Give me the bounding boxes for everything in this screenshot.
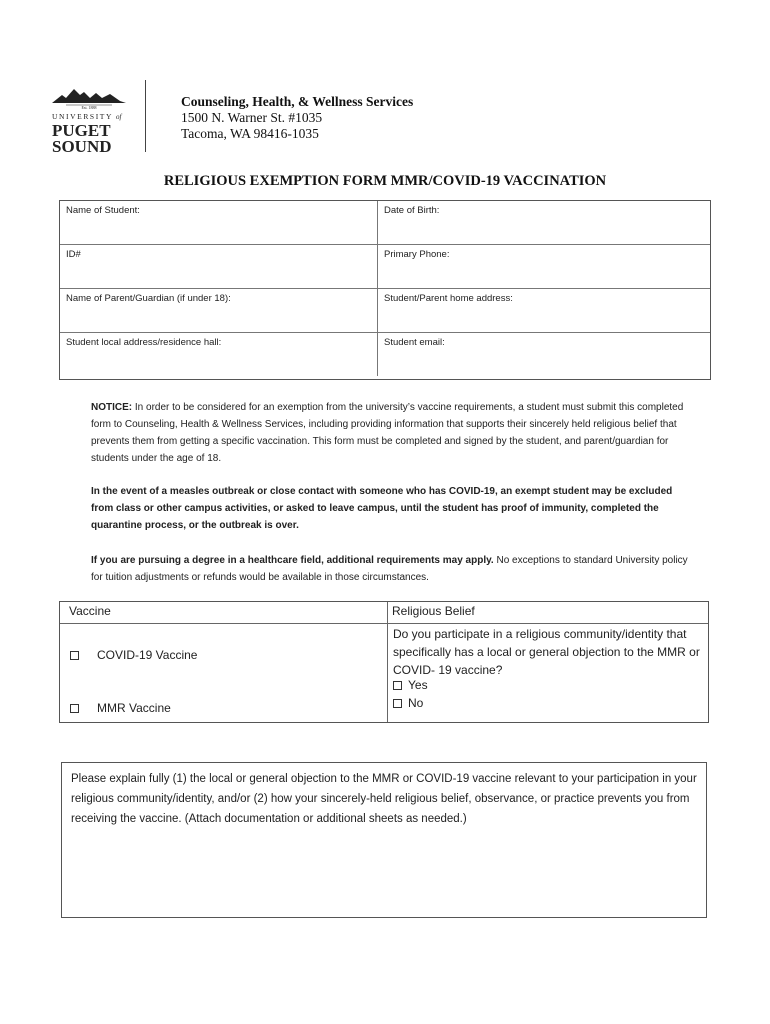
mmr-vaccine-checkbox[interactable] — [70, 704, 79, 713]
vaccine-column-header: Vaccine — [69, 604, 111, 618]
column-divider — [387, 602, 388, 722]
mmr-vaccine-option[interactable] — [70, 701, 171, 715]
mmr-vaccine-label: MMR Vaccine — [97, 701, 171, 715]
explanation-box[interactable] — [61, 762, 707, 918]
local-address-field[interactable]: Student local address/residence hall: — [60, 333, 378, 376]
notice-label: NOTICE: — [91, 402, 133, 413]
address-line-2: Tacoma, WA 98416-1035 — [181, 126, 319, 141]
logo-university: UNIVERSITY — [52, 112, 113, 121]
explanation-prompt: Please explain fully (1) the local or general objection to the MMR or COVID-19 vaccine relevant to your participation in your religious community/identity, and/or (2) how your sincerely-held religious belief, observance, or practice prevents you from receiving the vaccine. (Attach documentation or additional sheets as needed.) — [71, 773, 697, 825]
logo-est: Est. 1888 — [81, 105, 97, 110]
logo-of: of — [116, 113, 122, 121]
religious-belief-column-header: Religious Belief — [392, 604, 475, 618]
no-checkbox[interactable] — [393, 699, 402, 708]
healthcare-paragraph — [91, 552, 691, 586]
logo-sound: SOUND — [52, 137, 112, 154]
notice-paragraph — [91, 399, 691, 467]
header-divider — [145, 80, 146, 152]
address-line-1: 1500 N. Warner St. #1035 — [181, 110, 323, 125]
yes-option[interactable] — [393, 678, 428, 692]
no-label: No — [408, 696, 424, 710]
yes-label: Yes — [408, 678, 428, 692]
organization-name: Counseling, Health, & Wellness Services — [181, 94, 414, 109]
info-row — [60, 289, 710, 333]
info-row — [60, 201, 710, 245]
date-of-birth-field[interactable]: Date of Birth: — [384, 205, 440, 216]
logo-puget: PUGET — [52, 121, 111, 140]
covid-vaccine-label: COVID-19 Vaccine — [97, 648, 198, 662]
healthcare-bold: If you are pursuing a degree in a healthcare field, additional requirements may apply. — [91, 555, 494, 566]
no-option[interactable] — [393, 696, 423, 710]
form-title: RELIGIOUS EXEMPTION FORM MMR/COVID-19 VACCINATION — [163, 173, 607, 189]
healthcare-text: No exceptions to standard University policy for tuition adjustments or refunds would be available in those circumstances. — [91, 555, 688, 583]
religious-question: Do you participate in a religious community/identity that specifically has a local or general objection to the MMR or COVID- 19 vaccine? — [393, 627, 700, 677]
info-row — [60, 333, 710, 376]
vaccine-table-header — [60, 602, 708, 624]
university-logo — [50, 86, 128, 154]
student-name-field[interactable]: Name of Student: — [60, 201, 378, 244]
parent-guardian-field[interactable]: Name of Parent/Guardian (if under 18): — [60, 289, 378, 332]
home-address-field[interactable]: Student/Parent home address: — [384, 293, 513, 304]
info-row — [60, 245, 710, 289]
covid-vaccine-option[interactable] — [70, 648, 197, 662]
primary-phone-field[interactable]: Primary Phone: — [384, 249, 450, 260]
student-email-field[interactable]: Student email: — [384, 337, 445, 348]
mountain-icon — [52, 89, 126, 103]
student-info-table — [59, 200, 711, 380]
yes-checkbox[interactable] — [393, 681, 402, 690]
vaccine-table — [59, 601, 709, 723]
covid-vaccine-checkbox[interactable] — [70, 651, 79, 660]
id-field[interactable]: ID# — [60, 245, 378, 288]
notice-text: In order to be considered for an exemption from the university’s vaccine requirements, a student must submit this completed form to Counseling, Health & Wellness Services, including providing information that supports their sincerely held religious belief that prevents them from getting a specific vaccination. This form must be completed and signed by the student, and parent/guardian for students under the age of 18. — [91, 402, 684, 464]
organization-block — [181, 94, 413, 142]
outbreak-paragraph: In the event of a measles outbreak or close contact with someone who has COVID-19, an exempt student may be excluded from class or other campus activities, or asked to leave campus, until the student has proof of immunity, completed the quarantine process, or the outbreak is over. — [91, 486, 673, 531]
